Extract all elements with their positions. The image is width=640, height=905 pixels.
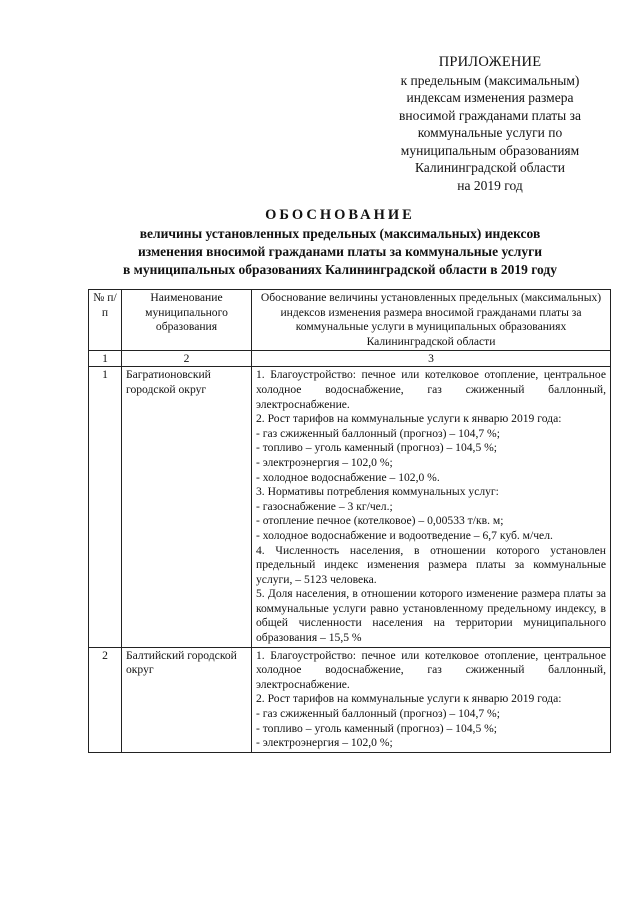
row-number: 1 (89, 367, 122, 647)
column-number: 3 (252, 351, 611, 367)
basis-line: - отопление печное (котелковое) – 0,00533 т/кв. м; (256, 514, 504, 528)
justification-table (88, 289, 611, 753)
basis-line: - газ сжиженный баллонный (прогноз) – 104,7 %; (256, 707, 500, 721)
municipality-name: Багратионовский городской округ (122, 367, 252, 647)
appendix-line: коммунальные услуги по (417, 125, 563, 140)
appendix-title: ПРИЛОЖЕНИЕ (438, 54, 542, 70)
appendix-line: на 2019 год (457, 177, 523, 193)
basis-line: 2. Рост тарифов на коммунальные услуги к январю 2019 года: (256, 692, 562, 706)
basis-line: - газоснабжение – 3 кг/чел.; (256, 499, 393, 513)
basis-line: - топливо – уголь каменный (прогноз) – 104,5 %; (256, 441, 498, 455)
basis-line: 5. Доля населения, в отношении которого изменение размера платы за коммунальные услуги равно установленному предельному индексу, в общей численности населения на территории муниципального образования – 15,5 % (256, 587, 606, 645)
basis-line: 2. Рост тарифов на коммунальные услуги к январю 2019 года: (256, 412, 562, 426)
basis-line: 1. Благоустройство: печное или котелковое отопление, центральное холодное водоснабжение, газ сжиженный баллонный, электроснабжение. (256, 368, 606, 411)
title-line: величины установленных предельных (максимальных) индексов (139, 226, 541, 241)
appendix-header (365, 54, 615, 194)
document-title (60, 205, 620, 279)
basis-cell (252, 647, 611, 752)
row-number: 2 (89, 647, 122, 752)
appendix-line: индексам изменения размера (406, 90, 574, 105)
appendix-line: вносимой гражданами платы за (399, 107, 581, 123)
basis-line: - холодное водоснабжение и водоотведение – 6,7 куб. м/чел. (256, 528, 553, 542)
basis-line: - электроэнергия – 102,0 %; (256, 455, 393, 469)
basis-line: - электроэнергия – 102,0 %; (256, 736, 393, 750)
basis-line: 3. Нормативы потребления коммунальных услуг: (256, 485, 499, 499)
title-heading: ОБОСНОВАНИЕ (265, 207, 415, 223)
basis-line: 1. Благоустройство: печное или котелковое отопление, центральное холодное водоснабжение, газ сжиженный баллонный, электроснабжение. (256, 648, 606, 691)
header-name: Наименование муниципального образования (122, 290, 252, 351)
table-header-row (89, 290, 611, 351)
basis-line: - газ сжиженный баллонный (прогноз) – 104,7 %; (256, 426, 500, 440)
basis-line: 4. Численность населения, в отношении которого установлен предельный индекс изменения размера платы за коммунальные услуги, – 5123 человека. (256, 543, 606, 586)
column-number: 1 (89, 351, 122, 367)
basis-cell (252, 367, 611, 647)
table-row (89, 367, 611, 647)
column-number: 2 (122, 351, 252, 367)
title-line: в муниципальных образованиях Калининградской области в 2019 году (123, 262, 557, 277)
header-num: № п/п (89, 290, 122, 351)
basis-line: - холодное водоснабжение – 102,0 %. (256, 470, 440, 484)
municipality-name: Балтийский городской округ (122, 647, 252, 752)
header-basis: Обоснование величины установленных предельных (максимальных) индексов изменения размера вносимой гражданами платы за коммунальные услуги в муниципальных образованиях Калининградской области (252, 290, 611, 351)
column-number-row (89, 351, 611, 367)
appendix-line: к предельным (максимальным) (400, 72, 580, 88)
basis-line: - топливо – уголь каменный (прогноз) – 104,5 %; (256, 721, 498, 735)
appendix-line: муниципальным образованиям (400, 142, 580, 158)
title-line: изменения вносимой гражданами платы за коммунальные услуги (137, 244, 543, 259)
table-row (89, 647, 611, 752)
appendix-line: Калининградской области (414, 160, 566, 175)
